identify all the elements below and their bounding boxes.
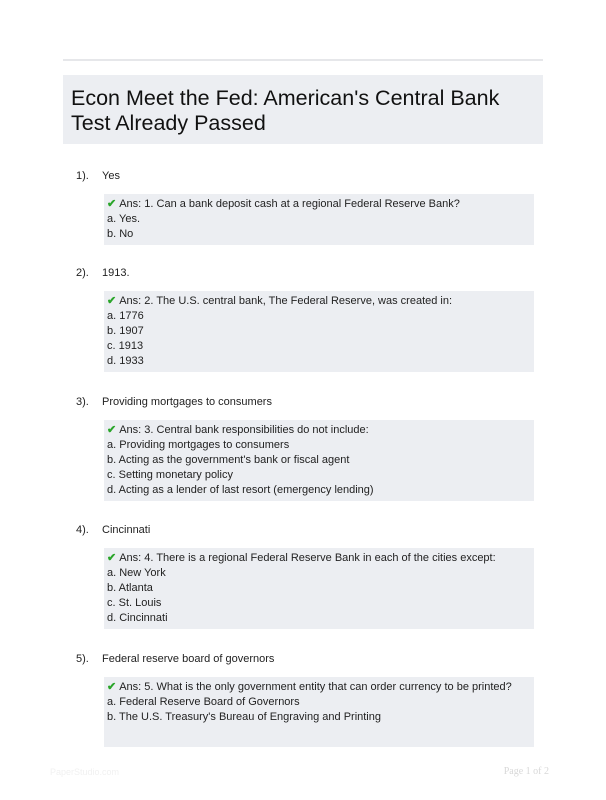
question-number: 4). <box>76 524 89 536</box>
option: a. New York <box>107 567 166 579</box>
question-text: Ans: 1. Can a bank deposit cash at a regional Federal Reserve Bank? <box>119 198 460 210</box>
question-text: Ans: 3. Central bank responsibilities do not include: <box>119 424 369 436</box>
option: a. 1776 <box>107 310 144 322</box>
checkmark-icon: ✔ <box>107 295 117 307</box>
question-box <box>104 677 534 747</box>
option: a. Federal Reserve Board of Governors <box>107 696 300 708</box>
answer-text: Cincinnati <box>102 524 151 536</box>
question-number: 1). <box>76 170 89 182</box>
option: b. Atlanta <box>107 582 153 594</box>
checkmark-icon: ✔ <box>107 424 117 436</box>
footer-site: PaperStudio.com <box>50 767 120 777</box>
option: c. Setting monetary policy <box>107 469 233 481</box>
question-number: 2). <box>76 267 89 279</box>
question-box <box>104 194 534 245</box>
question-box <box>104 420 534 501</box>
question-box <box>104 291 534 372</box>
question-text: Ans: 2. The U.S. central bank, The Federal Reserve, was created in: <box>119 295 453 307</box>
option: d. Cincinnati <box>107 612 168 624</box>
option: b. The U.S. Treasury's Bureau of Engraving and Printing <box>107 711 381 723</box>
option: b. 1907 <box>107 325 144 337</box>
option: d. 1933 <box>107 355 144 367</box>
title-banner <box>63 75 543 144</box>
checkmark-icon: ✔ <box>107 552 117 564</box>
checkmark-icon: ✔ <box>107 681 117 693</box>
option: c. 1913 <box>107 340 144 352</box>
question-number: 5). <box>76 653 89 665</box>
option: a. Yes. <box>107 213 141 225</box>
answer-text: Federal reserve board of governors <box>102 653 275 665</box>
option: b. No <box>107 228 134 240</box>
option: a. Providing mortgages to consumers <box>107 439 290 451</box>
option: b. Acting as the government's bank or fiscal agent <box>107 454 350 466</box>
page-title: Econ Meet the Fed: American's Central Bank Test Already Passed <box>71 86 500 135</box>
answer-text: 1913. <box>102 267 130 279</box>
question-text: Ans: 4. There is a regional Federal Reserve Bank in each of the cities except: <box>119 552 496 564</box>
option: c. St. Louis <box>107 597 162 609</box>
answer-text: Yes <box>102 170 120 182</box>
question-text: Ans: 5. What is the only government entity that can order currency to be printed? <box>119 681 512 693</box>
page-number: Page 1 of 2 <box>503 766 549 777</box>
option: d. Acting as a lender of last resort (emergency lending) <box>107 484 374 496</box>
question-box <box>104 548 534 629</box>
question-number: 3). <box>76 396 89 408</box>
answer-text: Providing mortgages to consumers <box>102 396 272 408</box>
checkmark-icon: ✔ <box>107 198 117 210</box>
top-divider <box>63 59 543 61</box>
